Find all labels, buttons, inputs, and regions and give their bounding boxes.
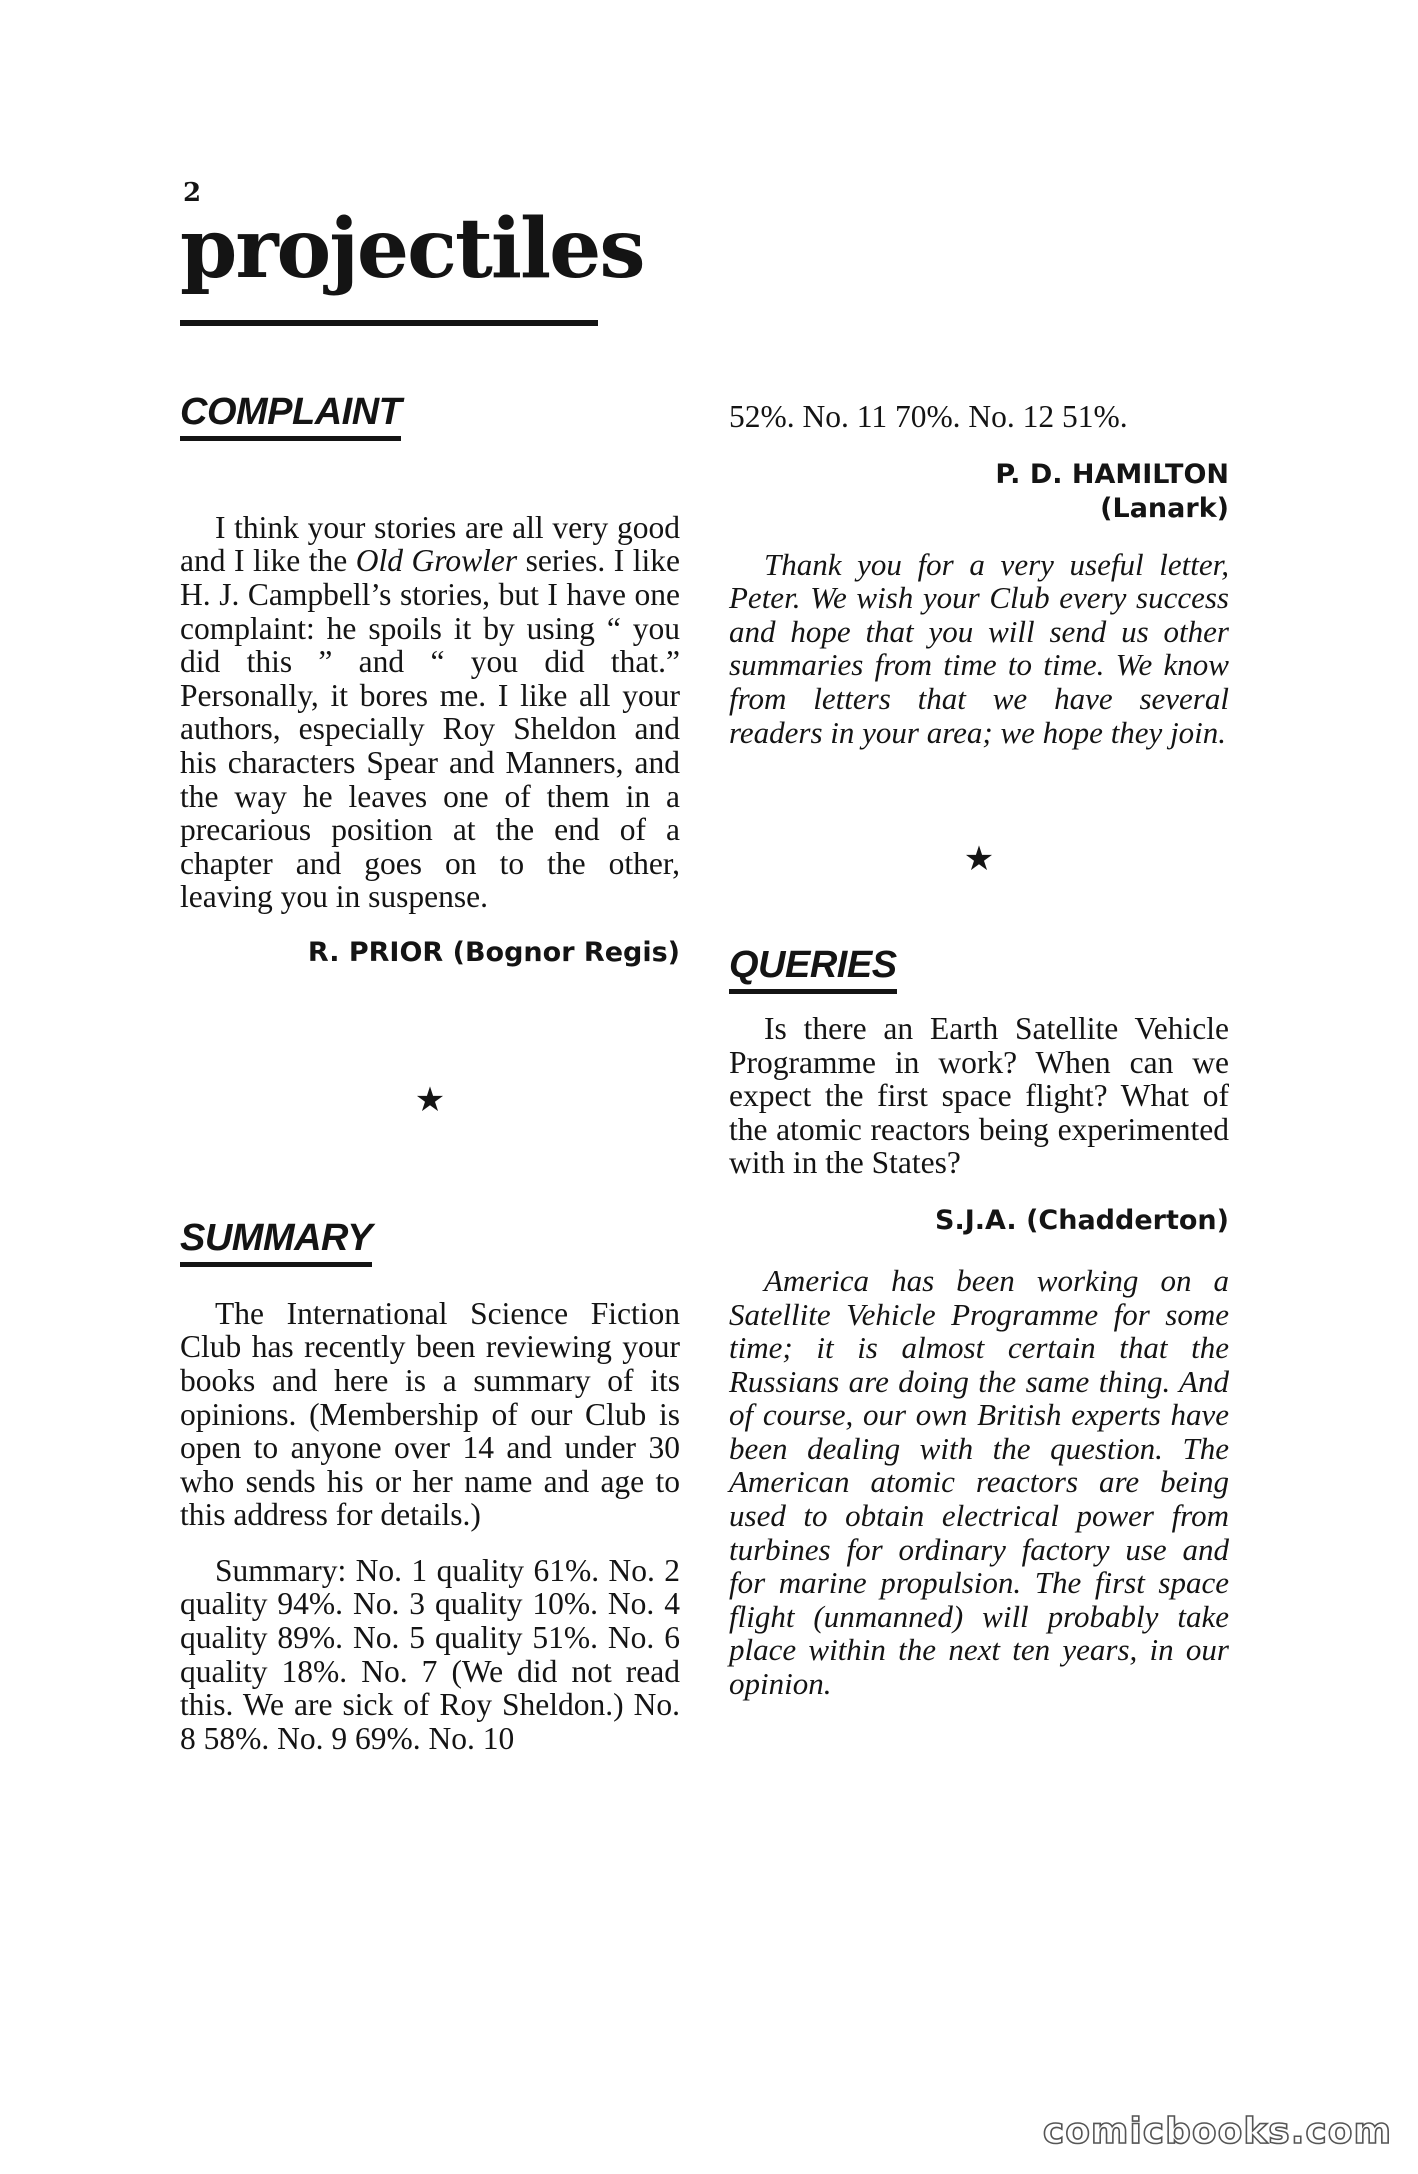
queries-signature: S.J.A. (Chadderton) — [935, 1204, 1229, 1236]
right-column — [729, 400, 1229, 1701]
site-watermark: comicbooks.com — [1042, 2111, 1392, 2152]
summary-paragraph-2: Summary: No. 1 quality 61%. No. 2 quality 94%. No. 3 quality 10%. No. 4 quality 89%. No. 5 quality 51%. No. 6 quality 18%. No. 7 (We did not read this. We are sick of Roy Sheldon.) No. 8 58%. No. 9 69%. No. 10 — [180, 1552, 680, 1756]
queries-letter: Is there an Earth Satellite Vehicle Programme in work? When can we expect the first space flight? What of the atomic reactors being experimented with in the States? — [729, 1010, 1229, 1181]
page-title: projectiles — [180, 201, 644, 297]
complaint-text-end: series. I like H. J. Campbell’s stories, but I have one complaint: he spoils it by using “ you did this ” and “ you did that.” Personally, it bores me. I like all your authors, especially Roy Sheldon and his characters Spear and Manners, and the way he leaves one of them in a precarious position at the end of a chapter and goes on to the other, leaving you in suspense. — [180, 543, 680, 915]
summary-paragraph-1: The International Science Fiction Club has recently been reviewing your books and here is a summary of its opinions. (Membership of our Club is open to anyone over 14 and under 30 who sends his or her name and age to this address for details.) — [180, 1295, 680, 1533]
summary-heading: SUMMARY — [180, 1218, 372, 1267]
star-separator-right: ★ — [963, 841, 995, 879]
complaint-series-name: Old Growler — [355, 543, 518, 579]
star-separator-left: ★ — [414, 1081, 446, 1119]
complaint-text-start: I think your stories are all very good and I like the — [180, 509, 680, 579]
summary-signature-place: (Lanark) — [1100, 492, 1229, 524]
complaint-signature: R. PRIOR (Bognor Regis) — [307, 936, 680, 968]
left-column — [180, 392, 680, 1755]
complaint-heading: COMPLAINT — [180, 392, 401, 441]
page-number: 2 — [183, 178, 202, 208]
summary-continued: 52%. No. 11 70%. No. 12 51%. — [729, 399, 1128, 434]
complaint-letter — [180, 511, 680, 914]
queries-heading: QUERIES — [729, 945, 897, 994]
summary-editor-reply: Thank you for a very useful letter, Peter. We wish your Club every success and hope that you will send us other summaries from time to time. We know from letters that we have several readers in your area; we hope they join. — [729, 546, 1229, 750]
queries-editor-reply: America has been working on a Satellite Vehicle Programme for some time; it is almost certain that the Russians are doing the same thing. And of course, our own British experts have been dealing with the question. The American atomic reactors are being used to obtain electrical power from turbines for ordinary factory use and for marine propulsion. The first space flight (unmanned) will probably take place within the next ten years, in our opinion. — [729, 1262, 1229, 1702]
summary-signature-name: P. D. HAMILTON — [995, 458, 1229, 490]
title-underline — [180, 320, 598, 326]
